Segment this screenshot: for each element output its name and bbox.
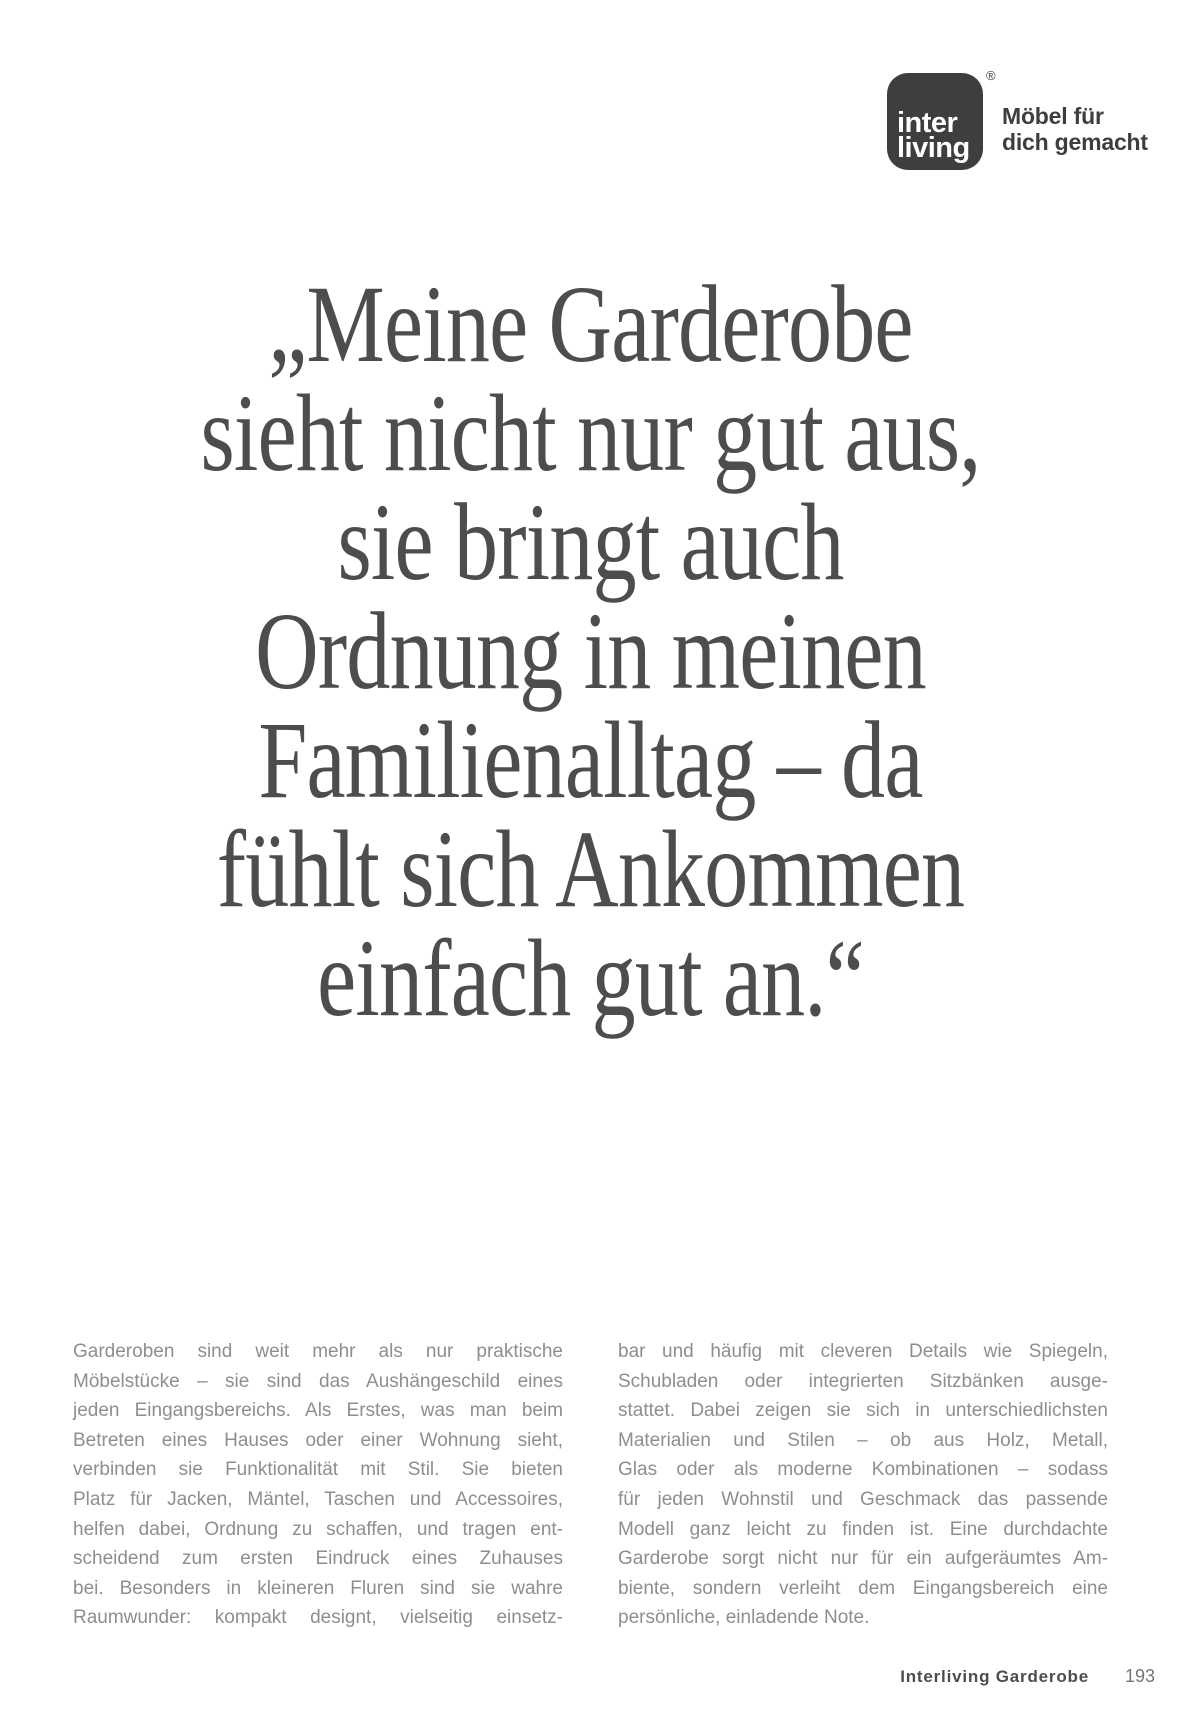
body-text-line: Garderoben sind weit mehr als nur praktische [73, 1341, 563, 1362]
body-text-line: Raumwunder: kompakt designt, vielseitig einsetz- [73, 1607, 563, 1629]
body-text-line: scheidend zum ersten Eindruck eines Zuhauses [73, 1548, 563, 1570]
body-text-line: Schubladen oder integrierten Sitzbänken ausge- [618, 1370, 1108, 1392]
body-text-line: Garderobe sorgt nicht nur für ein aufgeräumtes Am- [618, 1548, 1108, 1570]
quote-line: Ordnung in meinen [255, 590, 926, 712]
quote-line: sieht nicht nur gut aus, [200, 372, 981, 494]
body-text-line: Glas oder als moderne Kombinationen – sodass [618, 1459, 1108, 1481]
quote-line: fühlt sich Ankommen [216, 808, 965, 930]
brand-header [887, 68, 1148, 170]
interliving-logo [887, 73, 983, 170]
quote-line: sie bringt auch [337, 481, 844, 603]
body-text-line: jeden Eingangsbereichs. Als Erstes, was man beim [73, 1400, 563, 1422]
pull-quote [118, 263, 1063, 1039]
article-column-right [618, 1337, 1108, 1633]
tagline-line: Möbel für [1002, 103, 1104, 129]
body-text-line: Platz für Jacken, Mäntel, Taschen und Accessoires, [73, 1488, 563, 1510]
page-number: 193 [1124, 1666, 1155, 1686]
brand-tagline [1002, 103, 1148, 155]
interliving-logo-wordmark [897, 107, 970, 164]
body-text-line: persönliche, einladende Note. [618, 1607, 870, 1629]
body-text-line: verbinden sie Funktionalität mit Stil. Sie bieten [73, 1459, 563, 1481]
body-text-line: bei. Besonders in kleineren Fluren sind sie wahre [73, 1577, 563, 1599]
logo-word-inter: inter [897, 107, 958, 139]
body-text-line: Betreten eines Hauses oder einer Wohnung sieht, [73, 1429, 563, 1451]
body-text-line: Materialien und Stilen – ob aus Holz, Metall, [618, 1429, 1108, 1451]
article-column-left [73, 1337, 563, 1633]
body-text-line: stattet. Dabei zeigen sie sich in unterschiedlichsten [618, 1400, 1108, 1422]
body-text-line: biente, sondern verleiht dem Eingangsbereich eine [618, 1577, 1108, 1599]
footer-section-label: Interliving Garderobe [900, 1667, 1089, 1686]
body-text-line: helfen dabei, Ordnung zu schaffen, und tragen ent- [73, 1518, 563, 1540]
page-footer [900, 1666, 1155, 1687]
registered-trademark-icon: ® [986, 68, 996, 83]
logo-word-living: living [897, 132, 970, 164]
quote-line: Familienalltag – da [258, 699, 923, 821]
quote-line: „Meine Garderobe [268, 263, 913, 385]
body-text-line: Modell ganz leicht zu finden ist. Eine durchdachte [618, 1518, 1108, 1540]
body-text-line: für jeden Wohnstil und Geschmack das passende [618, 1488, 1108, 1510]
article-body [73, 1337, 1108, 1633]
body-text-line: bar und häufig mit cleveren Details wie Spiegeln, [618, 1341, 1108, 1362]
body-text-line: Möbelstücke – sie sind das Aushängeschild eines [73, 1370, 563, 1392]
quote-line: einfach gut an.“ [317, 917, 864, 1039]
tagline-line: dich gemacht [1002, 129, 1148, 155]
